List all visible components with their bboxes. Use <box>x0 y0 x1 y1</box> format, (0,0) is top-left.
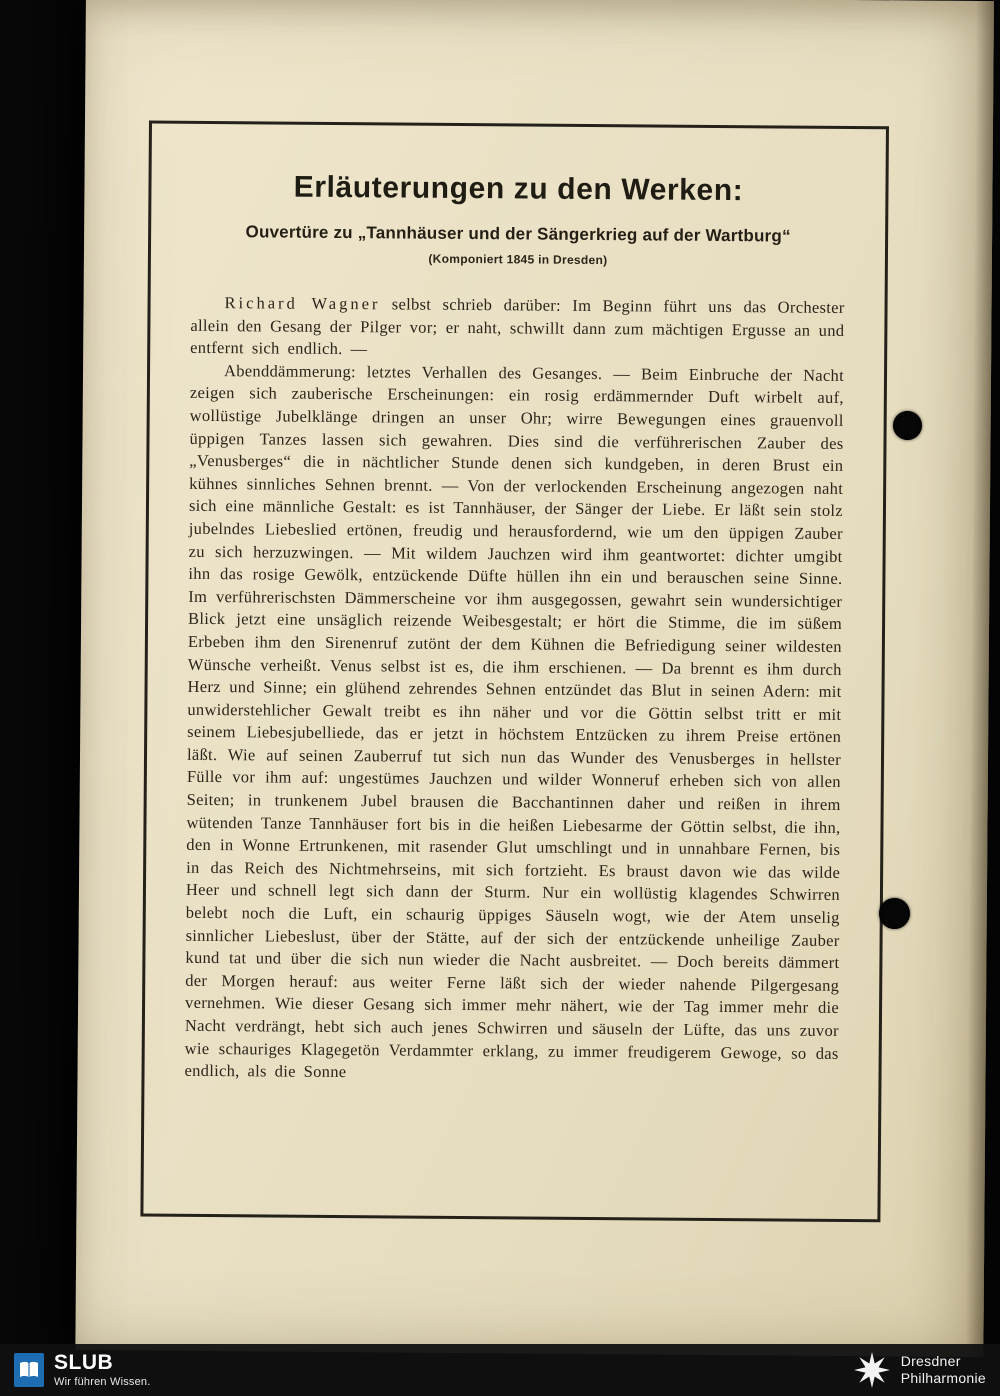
slub-wordmark: SLUB <box>54 1351 114 1374</box>
slub-tagline: Wir führen Wissen. <box>54 1376 151 1388</box>
slub-text-block <box>54 1352 151 1388</box>
article-body <box>184 292 844 1088</box>
philharmonie-logo[interactable] <box>853 1351 986 1389</box>
punch-hole-top <box>893 411 922 440</box>
paragraph-1 <box>190 292 845 365</box>
scanned-page <box>75 0 994 1357</box>
work-subtitle: Ouvertüre zu „Tannhäuser und der Sängerkrieg auf der Wartburg“ <box>245 222 791 246</box>
slub-book-icon <box>14 1353 44 1387</box>
viewer-footer <box>0 1344 1000 1396</box>
page-edge-shadow <box>965 1 994 1357</box>
page-title: Erläuterungen zu den Werken: <box>293 170 744 208</box>
paragraph-1-text: selbst schrieb darüber: Im Beginn führt uns das Orchester allein den Gesang der Pilger vor; er naht, schwillt dann zum mächtigen Ergusse an und entfernt sich endlich. — <box>190 294 845 359</box>
page-border-frame <box>140 120 889 1222</box>
slub-logo[interactable] <box>14 1352 151 1388</box>
paragraph-2: Abenddämmerung: letztes Verhallen des Gesanges. — Beim Einbruche der Nacht zeigen sich zauberische Erscheinungen: ein rosig erdämmernder Duft wirbelt auf, wollüstige Jubelklänge dringen an unser Ohr; wirre Bewegungen eines grauenvoll üppigen Tanzes lassen sich gewahren. Dies sind die verführerischen Zauber des „Venusberges“ die in nächtlicher Stunde denen sich kundgeben, in deren Brust ein kühnes sinnliches Sehnen brennt. — Von der verlockenden Erscheinung angezogen naht sich eine männliche Gestalt: es ist Tannhäuser, der Sänger der Liebe. Er läßt sein stolz jubelndes Liebeslied ertönen, freudig und herausfordernd, wie um den üppigen Zauber zu sich herzuzwingen. — Mit wildem Jauchzen wird ihm geantwortet: dichter umgibt ihn das rosige Gewölk, entzückende Düfte hüllen ihn ein und berauschen seine Sinne. Im verführerischsten Dämmerscheine vor ihm ausgegossen, gewahrt sein wundersichtiger Blick jetzt eine unsäglich reizende Weibesgestalt; er hört die Stimme, die im süßem Erbeben ihm den Sirenenruf zutönt der dem Kühnen die Befriedigung seiner wildesten Wünsche verheißt. Venus selbst ist es, die ihm erschienen. — Da brennt es ihm durch Herz und Sinne; ein glühend zehrendes Sehnen entzündet das Blut in seinen Adern: mit unwiderstehlicher Gewalt treibt es ihn näher und vor die Göttin selbst tritt er mit seinem Liebesjubelliede, das er jetzt in höchstem Entzücken zu ihrem Preise ertönen läßt. Wie auf seinen Zauberruf tut sich nun das Wunder des Venusberges in hellster Fülle vor ihm auf: ungestümes Jauchzen und wilder Wonneruf erheben sich von allen Seiten; in trunkenem Jubel brausen die Bacchantinnen daher und reißen in ihrem wütenden Tanze Tannhäuser fort bis in die heißen Liebesarme der Göttin selbst, die ihn, den in Wonne Ertrunkenen, mit rasender Glut umschlingt und in unnahbare Fernen, bis in das Reich des Nichtmehrseins, mit sich fortzieht. Es braust davon wie das wilde Heer und schnell legt sich dann der Sturm. Nur ein wollüstig klagendes Schwirren belebt noch die Luft, ein schaurig üppiges Säuseln wogt, wie der Atem unselig sinnlicher Liebeslust, über der Stätte, auf der sich der entzückende unheilige Zauber kund tat und über die sich nun wieder die Nacht ausbreitet. — Doch bereits dämmert der Morgen herauf: aus weiter Ferne läßt sich der wieder nahende Pilgergesang vernehmen. Wie dieser Gesang sich immer mehr nähert, wie der Tag immer mehr die Nacht verdrängt, hebt sich auch jenes Schwirren und säuseln der Lüfte, das uns zuvor wie schauriges Klagegetön Verdammter erklang, zu immer freudigerem Gewoge, so das endlich, als die Sonne <box>184 360 845 1082</box>
philharmonie-name-line1: Dresdner <box>900 1352 961 1369</box>
philharmonie-name-line2: Philharmonie <box>900 1370 986 1386</box>
punch-hole-bottom <box>879 898 910 929</box>
philharmonie-text-block <box>901 1353 986 1388</box>
composition-note: (Komponiert 1845 in Dresden) <box>428 251 608 268</box>
philharmonie-star-icon <box>853 1351 891 1389</box>
author-name: Richard Wagner <box>224 293 381 314</box>
